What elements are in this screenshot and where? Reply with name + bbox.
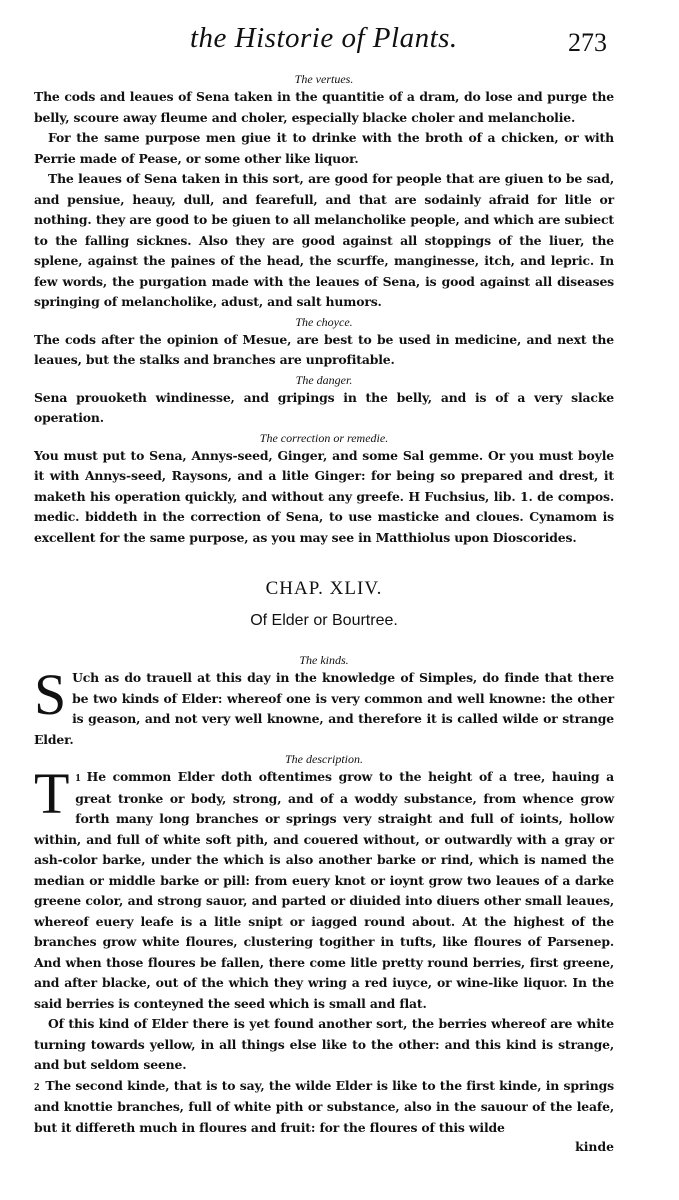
section-heading-description: The description. (285, 752, 363, 766)
section-heading-vertues: The vertues. (294, 72, 354, 86)
paragraph-number-2: 2 (34, 1080, 40, 1093)
paragraph-description-1-text: He common Elder doth oftentimes grow to the height of a tree, hauing a great tronke or body, strong, and of a woddy substance, from whence grow forth many long branches or springs very straight and full of ioints, hollow within, and full of white soft pith, and couered without, or outwardly with a gray or ash-color barke, under the which is also another barke or rind, which is named the median or middle barke or pill: from euery knot or ioynt grow two leaues of a darke greene color, and strong sauor, and parted or diuided into diuers other small leaues, whereof euery leafe is a litle snipt or iagged round about. At the highest of the branches grow white floures, clustering togither in tufts, like floures of Parsenep. And when those floures be fallen, there come litle pretty round berries, first greene, and after blacke, out of the which they wring a red iuyce, or wine-like liquor. In the said berries is conteyned the seed which is small and flat. (34, 769, 614, 1011)
paragraph-vertues-2: For the same purpose men giue it to drinke with the broth of a chicken, or with Perrie made of Pease, or some other like liquor. (34, 130, 614, 166)
drop-cap-s: S (34, 662, 67, 727)
section-heading-kinds: The kinds. (299, 653, 349, 667)
paragraph-vertues-1: The cods and leaues of Sena taken in the quantitie of a dram, do lose and purge the belly, scoure away fleume and choler, especially blacke choler and melancholie. (34, 89, 614, 125)
page-body (34, 70, 614, 1156)
section-heading-danger: The danger. (295, 372, 353, 387)
chapter-title: Of Elder or Bourtree. (250, 612, 398, 629)
section-heading-correction: The correction or remedie. (259, 430, 389, 445)
paragraph-correction: You must put to Sena, Annys-seed, Ginger, and some Sal gemme. Or you must boyle it with Annys-seed, Raysons, and a litle Ginger: for being so prepared and drest, it maketh his operation quickly, and without any greefe. H Fuchsius, lib. 1. de compos. medic. biddeth in the correction of Sena, to use masticke and cloues. Cynamom is excellent for the same purpose, as you may see in Matthiolus upon Dioscorides. (34, 447, 614, 545)
paragraph-kinds (34, 662, 614, 750)
paragraph-kinds-text: Uch as do trauell at this day in the knowledge of Simples, do finde that there be two kinds of Elder: whereof one is very common and well knowne: the other is geason, and not very well knowne, and therefore it is called wilde or strange Elder. (34, 670, 614, 747)
drop-cap-t: T (34, 761, 70, 826)
running-head (0, 22, 679, 62)
page-number: 273 (568, 28, 607, 57)
running-title: the Historie of Plants. (190, 22, 458, 54)
paragraph-number-1: 1 (75, 772, 81, 784)
catchword: kinde (575, 1139, 614, 1154)
paragraph-description-3 (34, 1076, 614, 1139)
paragraph-description-3-text: The second kinde, that is to say, the wilde Elder is like to the first kinde, in springs and knottie branches, full of white pith or substance, also in the sauour of the leafe, but it differeth much in floures and fruit: for the floures of this wilde (34, 1077, 614, 1135)
paragraph-description-1 (34, 761, 614, 1014)
paragraph-choyce: The cods after the opinion of Mesue, are best to be used in medicine, and next the leaues, but the stalks and branches are unprofitable. (34, 331, 614, 367)
chapter-number: CHAP. XLIV. (265, 578, 383, 599)
paragraph-danger: Sena prouoketh windinesse, and gripings in the belly, and is of a very slacke operation. (34, 389, 614, 425)
paragraph-vertues-3: The leaues of Sena taken in this sort, are good for people that are giuen to be sad, and pensiue, heauy, dull, and fearefull, and that are sodainly afraid for litle or nothing. they are good to be giuen to all melancholike people, and which are subiect to the falling sicknes. Also they are good against all stoppings of the liuer, the splene, against the paines of the head, the scurffe, manginesse, itch, and lepric. In few words, the purgation made with the leaues of Sena, is good against all diseases springing of melancholike, adust, and salt humors. (34, 171, 614, 309)
section-heading-choyce: The choyce. (295, 314, 353, 329)
paragraph-description-2: Of this kind of Elder there is yet found another sort, the berries whereof are white turning towards yellow, in all things else like to the other: and this kind is strange, and but seldom seene. (34, 1016, 614, 1072)
